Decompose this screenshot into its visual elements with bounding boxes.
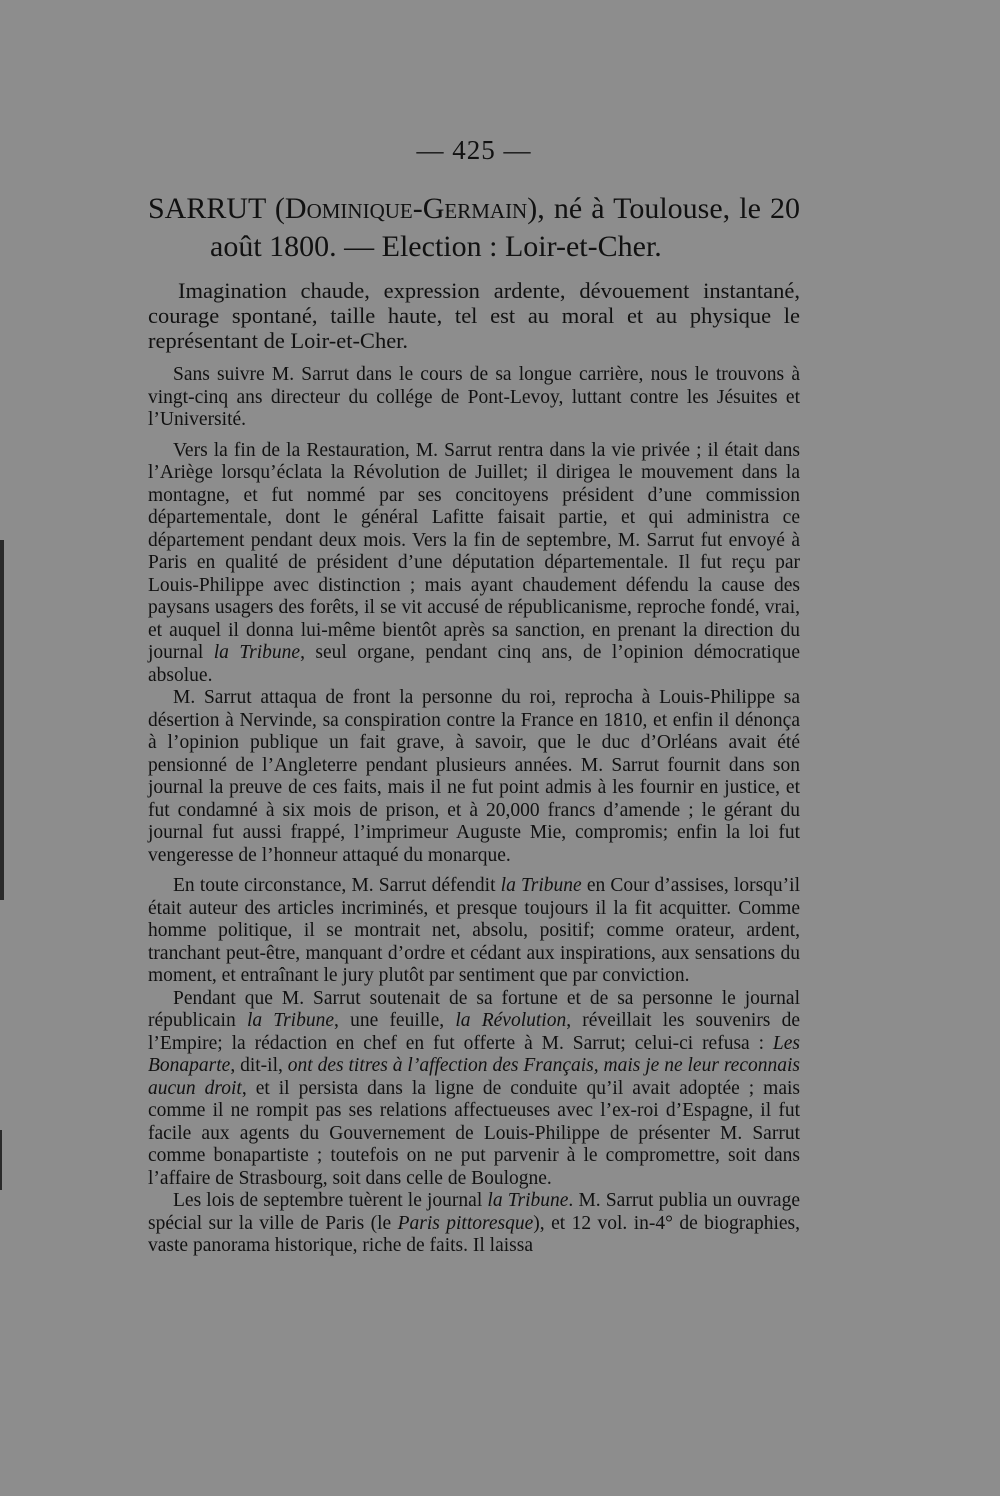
heading-line-1: SARRUT (Dominique-Germain), né à Toulouse, le 20 <box>148 192 800 225</box>
paragraph-2-text: Vers la fin de la Restauration, M. Sarrut rentra dans la vie privée ; il était dans l’Ariège lorsqu’éclata la Révolution de Juillet; il dirigea le mouvement dans la montagne, et fut nommé par ses concitoyens président d’une commission départementale, dont le général Lafitte faisait partie, et qui administra ce département pendant deux mois. Vers la fin de septembre, M. Sarrut fut envoyé à Paris en qualité de président d’une députation départementale. Il fut reçu par Louis-Philippe avec distinction ; mais ayant chaudement défendu la cause des paysans usagers des forêts, il se vit accusé de républicanisme, reproche fondé, vrai, et auquel il donna lui-même bientôt après sa sanction, en prenant la direction du journal <box>148 439 800 663</box>
paragraph-5-italic-3: Les Bonaparte <box>148 1032 800 1076</box>
paragraph-5-d: , dit-il, <box>230 1055 283 1076</box>
paragraph-2-tail: , seul organe, pendant cinq ans, de l’opinion démocratique absolue. <box>148 642 800 686</box>
paragraph-5-c: , réveillait les souvenirs de l’Empire; la rédaction en chef en fut offerte à M. Sarrut; celui-ci refusa : <box>148 1010 801 1054</box>
intro-text: Imagination chaude, expression ardente, dévouement instantané, courage spontané, taille haute, tel est au moral et au physique le représentant de Loir-et-Cher. <box>148 278 800 353</box>
surname: SARRUT <box>148 192 266 225</box>
binding-edge-mark <box>0 1130 2 1190</box>
paragraph-5-italic-1: la Tribune <box>246 1010 334 1031</box>
paragraph-5-italic-2: la Révolution <box>455 1010 567 1031</box>
paragraph-4 <box>148 875 800 988</box>
paragraph-5 <box>148 988 800 1191</box>
paragraph-4-b: en Cour d’assises, lorsqu’il était auteur des articles incriminés, et presque toujours il la fit acquitter. Comme homme politique, il se montrait net, absolu, positif; comme orateur, ardent, tranchant peut-être, manquant d’ordre et cédant aux inspirations, aux sensations du moment, et entraînant le jury plutôt par sentiment que par conviction. <box>148 875 800 986</box>
paragraph-6-c: ), et 12 vol. in-4° de biographies, vaste panorama historique, riche de faits. Il laissa <box>148 1212 800 1256</box>
birth-line-2: août 1800. — Election : Loir-et-Cher. <box>210 230 662 263</box>
paragraph-6-italic-1: la Tribune <box>487 1190 569 1211</box>
main-text <box>148 364 800 1258</box>
birth-line-1: , né à Toulouse, le 20 <box>537 192 800 225</box>
paragraph-6-b: . M. Sarrut publia un ouvrage spécial sur la ville de Paris (le <box>148 1190 800 1234</box>
intro-paragraph <box>148 278 800 353</box>
paragraph-6 <box>148 1190 800 1258</box>
paragraph-6-italic-2: Paris pittoresque <box>397 1212 534 1234</box>
binding-edge-mark <box>0 540 4 900</box>
paragraph-5-a: Pendant que M. Sarrut soutenait de sa fortune et de sa personne le journal républicain <box>148 987 800 1031</box>
paragraph-3: M. Sarrut attaqua de front la personne du roi, reprocha à Louis-Philippe sa désertion à Nervinde, sa conspiration contre la France en 1810, et enfin il dénonça à l’opinion publique un fait grave, à savoir, que le duc d’Orléans avait été pensionné de l’Angleterre pendant plusieurs années. M. Sarrut fournit dans son journal la preuve de ces faits, mais il ne fut point admis à les fournir en justice, et fut condamné à six mois de prison, et à 20,000 francs d’amende ; le gérant du journal fut aussi frappé, l’imprimeur Auguste Mie, compromis; enfin la loi fut vengeresse de l’honneur attaqué du monarque. <box>148 687 800 866</box>
page-number: — 425 — <box>416 135 532 165</box>
paragraph-5-e: , et il persista dans la ligne de conduite qu’il avait adoptée ; mais comme il ne rompit pas ses relations affectueuses avec l’ex-roi d’Espagne, il fut facile aux agents du Gouvernement de Louis-Philippe de présenter M. Sarrut comme bonapartiste ; toutefois on ne put parvenir à le compromettre, soit dans l’affaire de Strasbourg, soit dans celle de Boulogne. <box>148 1077 800 1189</box>
paragraph-4-a: En toute circonstance, M. Sarrut défendit <box>173 875 496 896</box>
paragraph-6-a: Les lois de septembre tuèrent le journal <box>173 1190 483 1211</box>
paragraph-4-italic: la Tribune <box>500 875 582 896</box>
paragraph-2-italic: la Tribune <box>213 642 301 663</box>
paragraph-5-italic-4: ont des titres à l’affection des Français, mais je ne leur reconnais aucun droit <box>148 1055 801 1099</box>
paragraph-1: Sans suivre M. Sarrut dans le cours de sa longue carrière, nous le trouvons à vingt-cinq ans directeur du collége de Pont-Levoy, luttant contre les Jésuites et l’Université. <box>148 364 800 430</box>
paragraph-2 <box>148 440 800 688</box>
paragraph-5-b: , une feuille, <box>334 1010 445 1031</box>
given-names: Dominique-Germain <box>284 192 528 225</box>
entry-heading <box>148 190 800 266</box>
